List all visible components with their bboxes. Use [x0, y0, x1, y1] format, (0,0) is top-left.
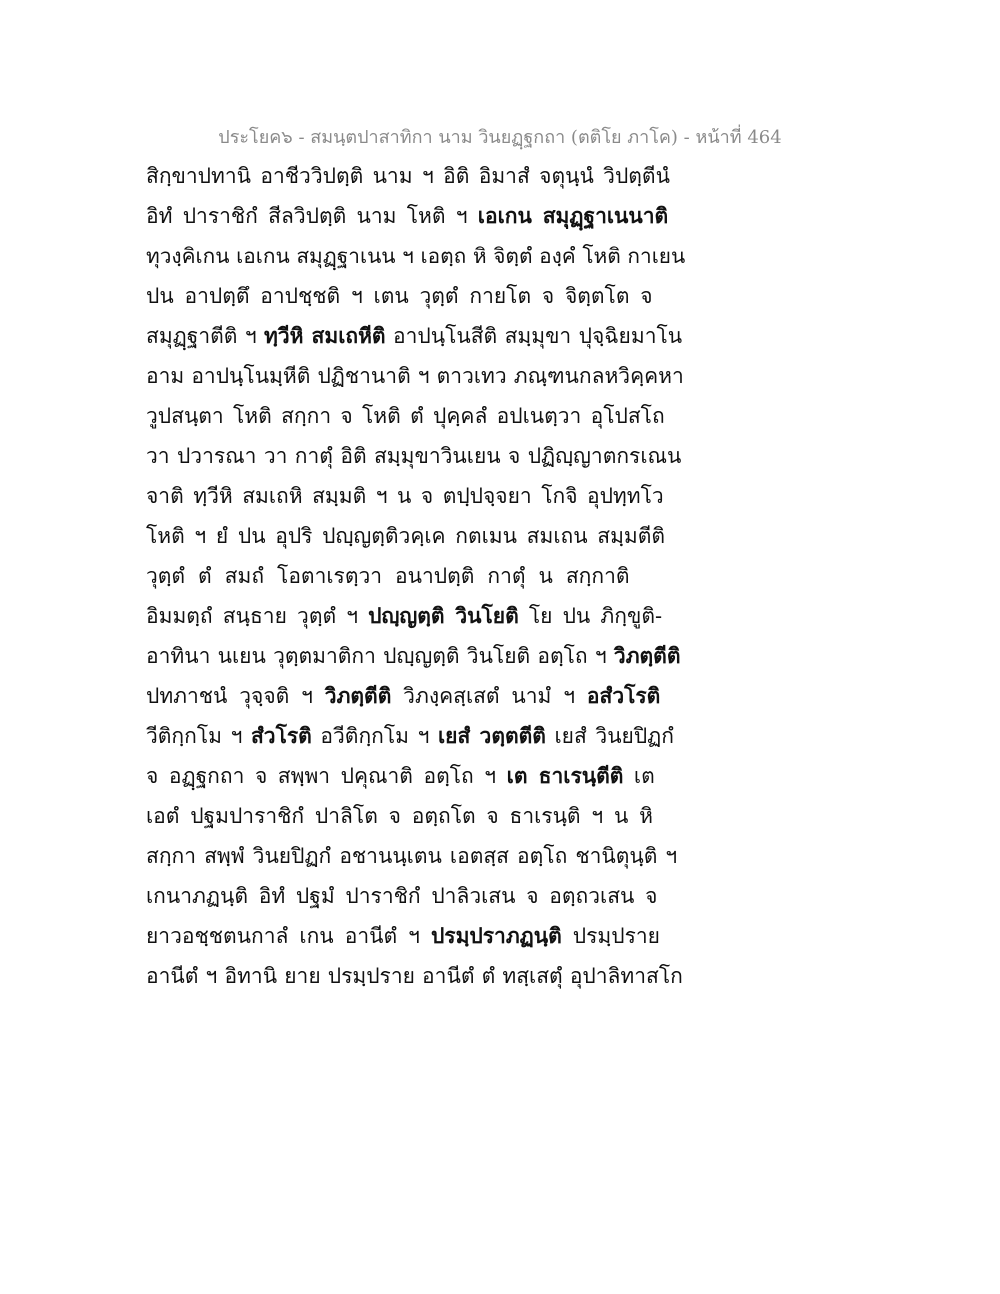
text-line [146, 916, 686, 956]
text-line [146, 316, 686, 356]
text-line [146, 556, 686, 596]
text-line [146, 596, 686, 636]
bold-term: ปรมฺปราภฏนฺติ [430, 923, 562, 948]
bold-term: วิภตฺตีติ [324, 683, 392, 708]
text-segment: อาม อาปนฺโนมฺหีติ ปฏิชานาติ ฯ ตาวเทว ภณฺฑนกลหวิคฺคหา [146, 364, 684, 388]
text-line [146, 476, 686, 516]
text-line [146, 396, 686, 436]
text-line [146, 356, 686, 396]
text-segment: อาปนฺโนสีติ สมฺมุขา ปุจฺฉิยมาโน [385, 324, 683, 348]
bold-term: สํวโรติ [250, 723, 312, 748]
text-segment: จาติ ทฺวีหิ สมเถหิ สมฺมติ ฯ น จ ตปฺปจฺจยา โกจิ อุปทฺทโว [146, 484, 664, 508]
text-segment: สมุฏฺฐาตีติ ฯ [146, 324, 265, 348]
text-segment: วูปสนฺตา โหติ สกฺกา จ โหติ ตํ ปุคฺคลํ อปเนตฺวา อุโปสโถ [146, 404, 665, 428]
bold-term: อสํวโรติ [586, 683, 661, 708]
text-segment: เกนาภฏนฺติ อิทํ ปฐมํ ปาราชิกํ ปาลิวเสน จ อตฺถวเสน จ [146, 884, 658, 908]
text-line [146, 716, 686, 756]
text-segment: ทุวงฺคิเกน เอเกน สมุฏฺฐาเนน ฯ เอตฺถ หิ จิตฺตํ องฺคํ โหติ กาเยน [146, 244, 686, 268]
page-header: ประโยค๖ - สมนฺตปาสาทิกา นาม วินยฏฺฐกถา (ตติโย ภาโค) - หน้าที่ 464 [218, 127, 782, 148]
text-segment: เต [623, 764, 655, 788]
text-segment: ปรมฺปราย [561, 924, 660, 948]
text-segment: โย ปน ภิกฺขูติ- [518, 604, 663, 628]
bold-term: เอเกน สมุฏฺฐาเนนาติ [477, 203, 669, 228]
bold-term: วิภตฺตีติ [613, 643, 681, 668]
text-segment: วา ปวารณา วา กาตุํ อิติ สมฺมุขาวินเยน จ ปฏิญฺญาตกรเณน [146, 444, 682, 468]
text-line [146, 436, 686, 476]
text-segment: ปทภาชนํ วุจฺจติ ฯ [146, 684, 325, 708]
text-segment: อวีติกฺกโม ฯ [311, 724, 438, 748]
text-segment: อานีตํ ฯ อิทานิ ยาย ปรมฺปราย อานีตํ ตํ ทสฺเสตุํ อุปาลิทาสโก [146, 964, 683, 988]
text-segment: วิภงฺคสฺเสตํ นามํ ฯ [391, 684, 587, 708]
text-segment: จ อฏฺฐกถา จ สพฺพา ปคุณาติ อตฺโถ ฯ [146, 764, 507, 788]
text-line [146, 516, 686, 556]
text-segment: ปน อาปตฺตึ อาปชฺชติ ฯ เตน วุตฺตํ กายโต จ จิตฺตโต จ [146, 284, 653, 308]
text-line [146, 876, 686, 916]
text-segment: เอตํ ปฐมปาราชิกํ ปาลิโต จ อตฺถโต จ ธาเรนฺติ ฯ น หิ [146, 804, 653, 828]
text-segment: อิมมตฺถํ สนฺธาย วุตฺตํ ฯ [146, 604, 369, 628]
text-line [146, 836, 686, 876]
text-line [146, 156, 686, 196]
text-segment: โหติ ฯ ยํ ปน อุปริ ปญฺญตฺติวคฺเค กตเมน สมเถน สมฺมตีติ [146, 524, 666, 548]
text-line [146, 756, 686, 796]
text-segment: ยาวอชฺชตนกาลํ เกน อานีตํ ฯ [146, 924, 431, 948]
bold-term: เยสํ วตฺตตีติ [438, 723, 546, 748]
bold-term: ทฺวีหิ สมเถหีติ [264, 323, 386, 348]
bold-term: เต ธาเรนฺตีติ [506, 763, 624, 788]
text-segment: สกฺกา สพฺพํ วินยปิฏกํ อชานนฺเตน เอตสฺส อตฺโถ ชานิตุนฺติ ฯ [146, 844, 678, 868]
text-segment: วุตฺตํ ตํ สมถํ โอตาเรตฺวา อนาปตฺติ กาตุํ น สกฺกาติ [146, 564, 630, 588]
text-segment: อิทํ ปาราชิกํ สีลวิปตฺติ นาม โหติ ฯ [146, 204, 478, 228]
text-segment: เยสํ วินยปิฏกํ [545, 724, 674, 748]
text-line [146, 676, 686, 716]
text-line [146, 276, 686, 316]
page-body [146, 156, 686, 996]
text-line [146, 236, 686, 276]
bold-term: ปญฺญตฺติ วินโยติ [368, 603, 519, 628]
text-line [146, 636, 686, 676]
text-line [146, 796, 686, 836]
text-segment: อาทินา นเยน วุตฺตมาติกา ปญฺญตฺติ วินโยติ อตฺโถ ฯ [146, 644, 614, 668]
text-line [146, 196, 686, 236]
text-segment: สิกฺขาปทานิ อาชีววิปตฺติ นาม ฯ อิติ อิมาสํ จตุนฺนํ วิปตฺตีนํ [146, 164, 670, 188]
text-line [146, 956, 686, 996]
text-segment: วีติกฺกโม ฯ [146, 724, 251, 748]
